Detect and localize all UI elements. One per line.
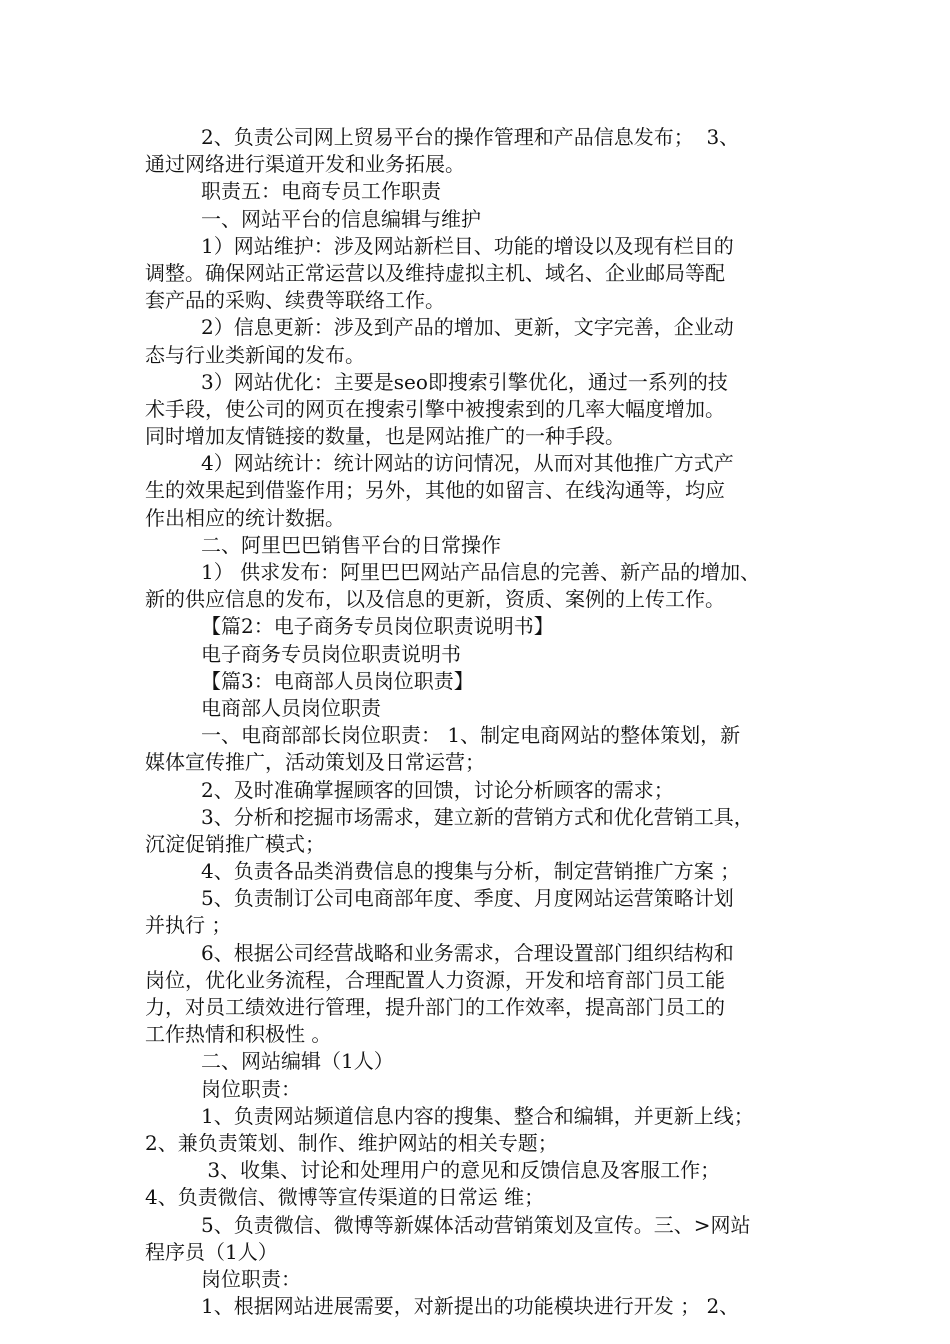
text-line: 新的供应信息的发布，以及信息的更新，资质、案例的上传工作。 [145, 587, 725, 612]
text-line: 并执行 ； [145, 913, 232, 938]
text-line: 3）网站优化：主要是seo即搜索引擎优化，通过一系列的技 [201, 369, 728, 394]
text-line: 2、负责公司网上贸易平台的操作管理和产品信息发布； 3、 [201, 125, 740, 149]
text-line: 【篇2：电子商务专员岗位职责说明书】 [201, 614, 554, 639]
text-line: 2）信息更新：涉及到产品的增加、更新，文字完善，企业动 [201, 315, 734, 340]
text-line: 4）网站统计：统计网站的访问情况，从而对其他推广方式产 [201, 451, 734, 476]
text-line: 4、负责各品类消费信息的搜集与分析，制定营销推广方案 ； [201, 859, 741, 884]
text-line: 5、负责微信、微博等新媒体活动营销策划及宣传。三、>网站 [201, 1212, 751, 1237]
text-line: 作出相应的统计数据。 [145, 505, 345, 530]
text-line: 沉淀促销推广模式； [145, 831, 325, 856]
text-line: 套产品的采购、续费等联络工作。 [145, 288, 445, 313]
text-line: 一、电商部部长岗位职责： 1、制定电商网站的整体策划，新 [201, 723, 741, 748]
text-line: 1）网站维护：涉及网站新栏目、功能的增设以及现有栏目的 [201, 233, 734, 258]
text-line: 1） 供求发布：阿里巴巴网站产品信息的完善、新产品的增加、 [201, 560, 761, 584]
text-line: 工作热情和积极性 。 [145, 1022, 332, 1047]
text-line: 4、负责微信、微博等宣传渠道的日常运 维； [145, 1185, 545, 1210]
text-line: 岗位职责： [201, 1266, 301, 1291]
text-line: 1、根据网站进展需要，对新提出的功能模块进行开发 ； 2、 [201, 1294, 740, 1319]
text-line: 电子商务专员岗位职责说明书 [201, 641, 461, 666]
document-body-text [145, 124, 815, 1320]
text-line: 2、及时准确掌握顾客的回馈，讨论分析顾客的需求； [201, 777, 674, 802]
text-line: 生的效果起到借鉴作用；另外，其他的如留言、在线沟通等，均应 [145, 478, 725, 503]
text-line: 电商部人员岗位职责 [201, 695, 381, 720]
text-line: 一、网站平台的信息编辑与维护 [201, 206, 481, 231]
text-line: 6、根据公司经营战略和业务需求，合理设置部门组织结构和 [201, 940, 734, 965]
text-line: 【篇3：电商部人员岗位职责】 [201, 668, 474, 693]
text-line: 媒体宣传推广，活动策划及日常运营； [145, 750, 485, 775]
text-line: 1、负责网站频道信息内容的搜集、整合和编辑，并更新上线； [201, 1103, 754, 1128]
text-line: 岗位，优化业务流程，合理配置人力资源，开发和培育部门员工能 [145, 967, 725, 992]
text-line: 3、分析和挖掘市场需求，建立新的营销方式和优化营销工具， [201, 804, 754, 829]
text-line: 调整。确保网站正常运营以及维持虚拟主机、域名、企业邮局等配 [145, 260, 725, 285]
text-line: 态与行业类新闻的发布。 [145, 342, 365, 367]
text-line: 2、兼负责策划、制作、维护网站的相关专题； [145, 1130, 558, 1155]
text-line: 程序员（1人） [145, 1239, 278, 1264]
text-line: 同时增加友情链接的数量，也是网站推广的一种手段。 [145, 424, 625, 449]
text-line: 二、网站编辑（1人） [201, 1049, 394, 1074]
text-line: 职责五：电商专员工作职责 [201, 179, 441, 204]
text-line: 力，对员工绩效进行管理，提升部门的工作效率，提高部门员工的 [145, 995, 725, 1019]
text-line: 二、阿里巴巴销售平台的日常操作 [201, 532, 501, 557]
text-line: 3、收集、讨论和处理用户的意见和反馈信息及客服工作； [201, 1158, 721, 1183]
text-line: 岗位职责： [201, 1076, 301, 1101]
text-line: 术手段，使公司的网页在搜索引擎中被搜索到的几率大幅度增加。 [145, 396, 725, 421]
text-line: 通过网络进行渠道开发和业务拓展。 [145, 152, 465, 177]
text-line: 5、负责制订公司电商部年度、季度、月度网站运营策略计划 [201, 886, 734, 911]
